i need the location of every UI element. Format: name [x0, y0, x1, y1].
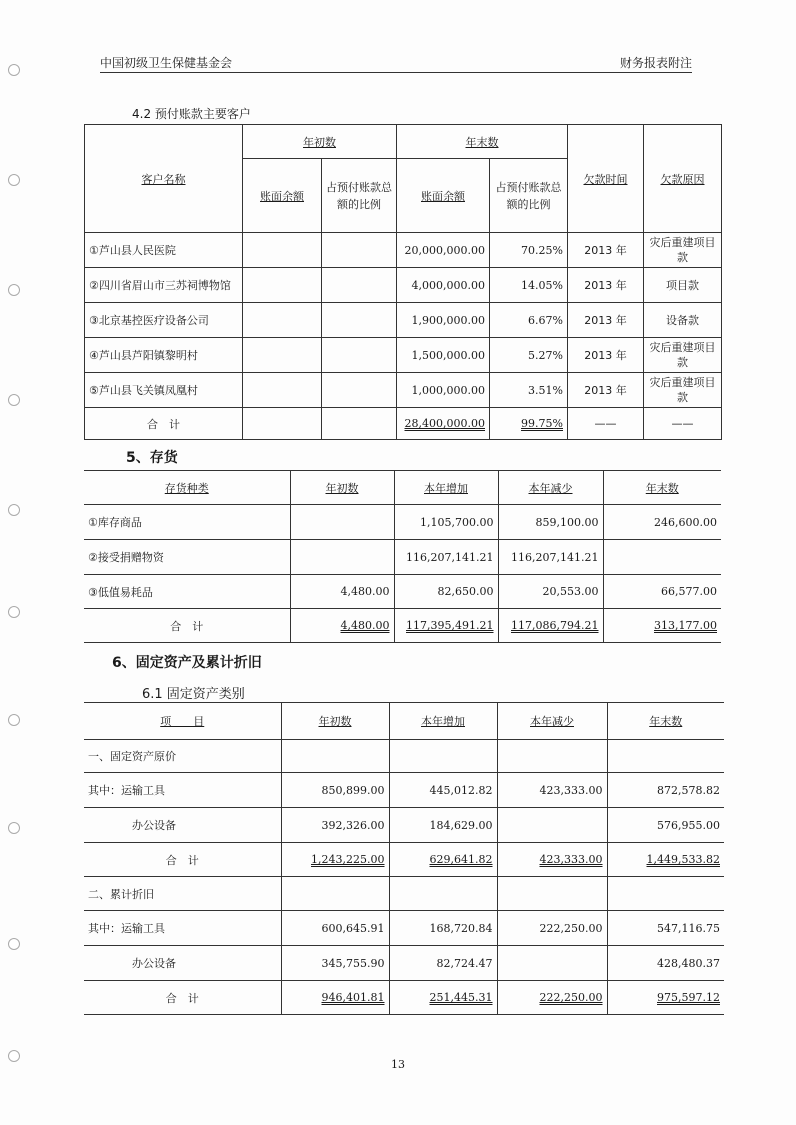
col-end-ratio: 占预付账款总额的比例	[490, 159, 568, 233]
inventory-heading: 5、存货	[126, 450, 178, 466]
table-row: 二、累计折旧	[84, 877, 724, 911]
table-row: 其中：运输工具 600,645.91 168,720.84 222,250.00 547,116.75	[84, 911, 724, 946]
customer-name: ⑤芦山县飞关镇凤凰村	[85, 373, 243, 408]
col-begin-balance: 账面余额	[243, 159, 322, 233]
col-reason: 欠款原因	[644, 125, 722, 233]
table-row: ①芦山县人民医院 20,000,000.00 70.25% 2013 年 灾后重建项目款	[85, 233, 722, 268]
binder-hole	[8, 504, 20, 516]
table-row: 办公设备 392,326.00 184,629.00 576,955.00	[84, 808, 724, 843]
table-row: 办公设备 345,755.90 82,724.47 428,480.37	[84, 946, 724, 981]
col-end-balance: 账面余额	[397, 159, 490, 233]
col-time: 欠款时间	[568, 125, 644, 233]
table-row: ③低值易耗品 4,480.00 82,650.00 20,553.00 66,577.00	[84, 575, 721, 609]
inventory-table: 存货种类 年初数 本年增加 本年减少 年末数 ①库存商品 1,105,700.00 859,100.00 246,600.00 ②接受捐赠物资 116,207,141.21 116,207,141.21 ③低值易耗品 4,480.00 82,650.00 20,553.00 66,577.00 合 计 4,480.00 117,395,491.21 117,086,794.21 313,177.00	[84, 470, 721, 643]
customer-name: ①芦山县人民医院	[85, 233, 243, 268]
table-row: 一、固定资产原价	[84, 740, 724, 773]
table-row: ②四川省眉山市三苏祠博物馆 4,000,000.00 14.05% 2013 年 项目款	[85, 268, 722, 303]
total-label: 合 计	[85, 408, 243, 440]
binder-hole	[8, 174, 20, 186]
table-row: ④芦山县芦阳镇黎明村 1,500,000.00 5.27% 2013 年 灾后重建项目款	[85, 338, 722, 373]
prepay-table	[84, 124, 722, 440]
total-row: 合 计 946,401.81 251,445.31 222,250.00 975,597.12	[84, 981, 724, 1015]
table-row: ②接受捐赠物资 116,207,141.21 116,207,141.21	[84, 540, 721, 575]
fixed-assets-heading: 6、固定资产及累计折旧	[112, 655, 262, 671]
doc-title: 财务报表附注	[619, 56, 692, 70]
org-name: 中国初级卫生保健基金会	[100, 56, 233, 70]
customer-name: ②四川省眉山市三苏祠博物馆	[85, 268, 243, 303]
col-customer-name: 客户名称	[85, 125, 243, 233]
binder-hole	[8, 64, 20, 76]
binder-hole	[8, 606, 20, 618]
table-row: ③北京基控医疗设备公司 1,900,000.00 6.67% 2013 年 设备款	[85, 303, 722, 338]
customer-name: ④芦山县芦阳镇黎明村	[85, 338, 243, 373]
binder-hole	[8, 822, 20, 834]
page-number: 13	[391, 1058, 405, 1071]
total-row: 合 计 4,480.00 117,395,491.21 117,086,794.21 313,177.00	[84, 609, 721, 643]
col-end: 年末数	[397, 125, 568, 159]
col-begin-ratio: 占预付账款总额的比例	[322, 159, 397, 233]
table-row: ①库存商品 1,105,700.00 859,100.00 246,600.00	[84, 505, 721, 540]
binder-hole	[8, 284, 20, 296]
customer-name: ③北京基控医疗设备公司	[85, 303, 243, 338]
page-header	[100, 50, 692, 73]
fixed-assets-table: 项 目 年初数 本年增加 本年减少 年末数 一、固定资产原价 其中：运输工具 850,899.00 445,012.82 423,333.00 872,578.82 办公设备 392,326.00 184,629.00 576,955.00 合 计 1,243,225.00 629,641.82 423,333.00 1,449,533.82 二、累计折旧 其中：运输工具 600,645.91 168,720.84 222,250.00 547,116.75 办公设备 345,755.90 82,724.47 428,480.37 合 计 946,401.81 251,445.31 222,250.00 975,597.12	[84, 702, 724, 1015]
fixed-assets-subtitle: 6.1 固定资产类别	[142, 687, 245, 702]
binder-hole	[8, 938, 20, 950]
binder-hole	[8, 394, 20, 406]
total-row: 合 计 1,243,225.00 629,641.82 423,333.00 1,449,533.82	[84, 843, 724, 877]
col-begin: 年初数	[243, 125, 397, 159]
total-row: 合 计 28,400,000.00 99.75% —— ——	[85, 408, 722, 440]
prepay-title: 4.2 预付账款主要客户	[132, 107, 251, 121]
binder-hole	[8, 714, 20, 726]
table-row: ⑤芦山县飞关镇凤凰村 1,000,000.00 3.51% 2013 年 灾后重建项目款	[85, 373, 722, 408]
table-row: 其中：运输工具 850,899.00 445,012.82 423,333.00 872,578.82	[84, 773, 724, 808]
